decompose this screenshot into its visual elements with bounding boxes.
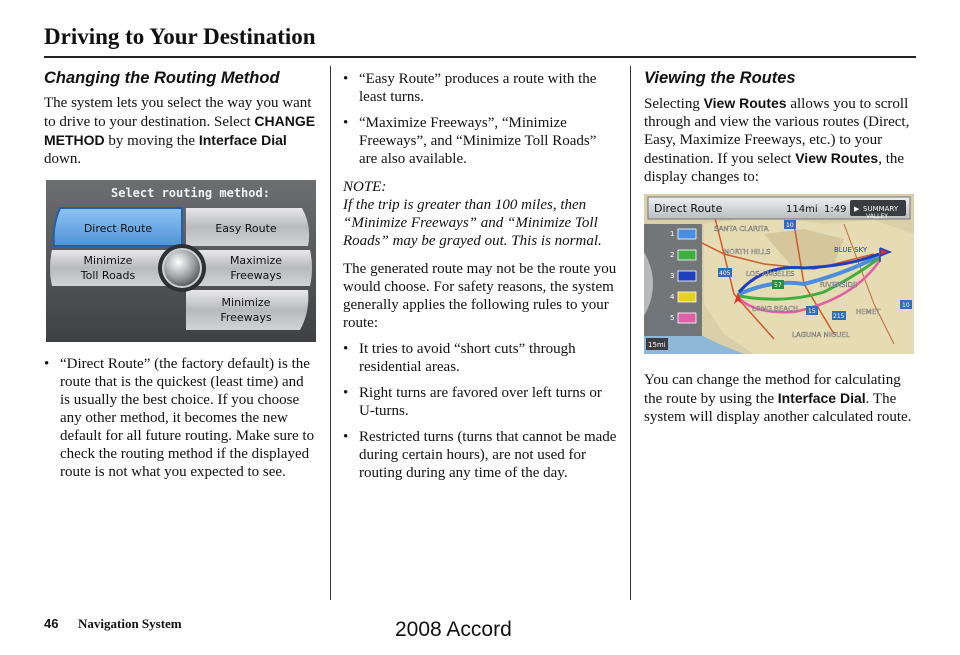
highway-shield [718,268,732,277]
map-scale-label: 15mi [648,341,666,349]
option-min-toll-label-1: Minimize [83,254,133,267]
route-color-swatch[interactable] [678,229,696,239]
map-label-long-beach: LONG BEACH [752,305,799,313]
route-map-image [644,194,914,354]
option-direct-route[interactable] [54,208,182,246]
change-method-paragraph [644,371,916,426]
svg-text:215: 215 [833,313,845,320]
route-number: 4 [670,293,675,301]
routing-method-screen-image [46,180,316,342]
map-route-name: Direct Route [654,202,723,215]
column-middle [343,66,617,492]
route-number: 2 [670,251,675,259]
intro-paragraph [44,94,316,168]
note-text: If the trip is greater than 100 miles, then “Minimize Freeways” and “Minimize Toll Roads” may be grayed out. This is normal. [343,197,602,249]
svg-text:15: 15 [808,308,816,315]
view-routes-map-screen [644,194,916,359]
column-divider-2 [630,66,631,600]
svg-text:10: 10 [786,222,794,229]
view-routes-text-2: allows you to scroll through and view the various routes (Direct, Easy, Maximize Freeways, etc.) to your destination. If you select [644,96,910,167]
bullet-easy-route: • “Easy Route” produces a route with the least turns. [343,70,617,106]
page-number: 46 [44,616,59,631]
change-method-text-2: . The system will display another calculated route. [644,391,912,425]
map-label-valley: VALLEY [866,213,888,220]
option-min-toll-label-2: Toll Roads [80,269,136,282]
route-color-swatch[interactable] [678,271,696,281]
map-label-santa-clarita: SANTA CLARITA [714,225,769,233]
bullet-other-options: • “Maximize Freeways”, “Minimize Freeways”, and “Minimize Toll Roads” are also available. [343,114,617,168]
column-divider-1 [330,66,331,600]
route-number: 1 [670,230,675,238]
watermark: 2008 Accord [395,618,512,641]
option-max-freeways-label-1: Maximize [229,254,283,267]
map-time: 1:49 [824,204,847,215]
option-direct-route-label: Direct Route [83,222,153,235]
routing-method-screen [46,180,318,347]
keyword-change-method: CHANGE METHOD [44,113,316,148]
option-minimize-freeways[interactable] [186,290,308,330]
keyword-interface-dial-2: Interface Dial [777,390,866,406]
keyword-interface-dial: Interface Dial [198,132,287,148]
intro-text-3: down. [44,151,82,167]
route-options-bullets [343,70,617,168]
rule-item: • It tries to avoid “short cuts” through residential areas. [343,340,617,376]
map-label-riverside: RIVERSIDE [820,281,858,289]
svg-text:10: 10 [902,302,910,309]
svg-text:405: 405 [719,270,731,277]
map-distance: 114mi [786,204,818,215]
section-heading-viewing-routes: Viewing the Routes [644,69,796,87]
highway-shield [832,311,846,320]
route-color-swatch[interactable] [678,250,696,260]
highway-shield [900,300,912,309]
map-label-hemet: HEMET [856,308,881,316]
keyword-view-routes-2: View Routes [795,150,879,166]
route-color-swatch[interactable] [678,313,696,323]
interface-dial-icon [158,244,206,292]
route-number: 5 [670,314,675,322]
screen-title: Select routing method: [111,186,270,200]
map-label-blue-sky: BLUE SKY [834,246,868,254]
map-label-los-angeles: LOS ANGELES [746,270,795,278]
section-heading-routing-method: Changing the Routing Method [44,69,280,87]
view-routes-paragraph [644,94,916,186]
highway-shield [806,306,818,315]
bullet-direct-route: • “Direct Route” (the factory default) is the route that is the quickest (least time) and is usually the best choice. If you choose any other method, it becomes the new default for all future routing. Make sure to check the routing method if the displayed route is not what you expected to see. [44,355,316,481]
option-easy-route[interactable] [186,208,309,246]
column-right [644,66,916,434]
note-label: NOTE: [343,179,387,195]
option-min-freeways-label-2: Freeways [220,311,272,324]
option-min-freeways-label-1: Minimize [221,296,271,309]
view-routes-text-1: Selecting [644,96,704,112]
route-color-swatch[interactable] [678,292,696,302]
title-rule [44,56,916,58]
change-method-text-1: You can change the method for calculating the route by using the [644,372,901,407]
column-left [44,66,316,491]
intro-text-2: by moving the [104,133,199,149]
svg-text:57: 57 [774,282,782,289]
highway-shield [784,220,796,229]
option-minimize-toll-roads[interactable] [50,250,168,286]
map-label-laguna-niguel: LAGUNA NIGUEL [792,331,850,339]
page-title: Driving to Your Destination [44,24,316,49]
highway-shield [772,280,784,289]
intro-text-1: The system lets you select the way you want to drive to your destination. Select [44,95,312,130]
keyword-view-routes: View Routes [703,95,787,111]
option-max-freeways-label-2: Freeways [230,269,282,282]
map-label-north-hills: NORTH HILLS [724,248,771,256]
option-maximize-freeways[interactable] [196,250,312,286]
footer-book-title: Navigation System [78,616,182,631]
rule-item: • Right turns are favored over left turns or U-turns. [343,384,617,420]
direct-route-bullets [44,355,316,481]
rules-intro-paragraph: The generated route may not be the route you would choose. For safety reasons, the system generally applies the following rules to your route: [343,261,617,331]
summary-label: SUMMARY [863,205,899,213]
route-number: 3 [670,272,675,280]
rule-item: • Restricted turns (turns that cannot be made during certain hours), are not used for routing during any time of the day. [343,428,617,482]
routing-rules-list [343,340,617,482]
view-routes-text-3: , the display changes to: [644,151,905,185]
svg-text:▶: ▶ [854,205,860,213]
option-easy-route-label: Easy Route [215,222,277,235]
